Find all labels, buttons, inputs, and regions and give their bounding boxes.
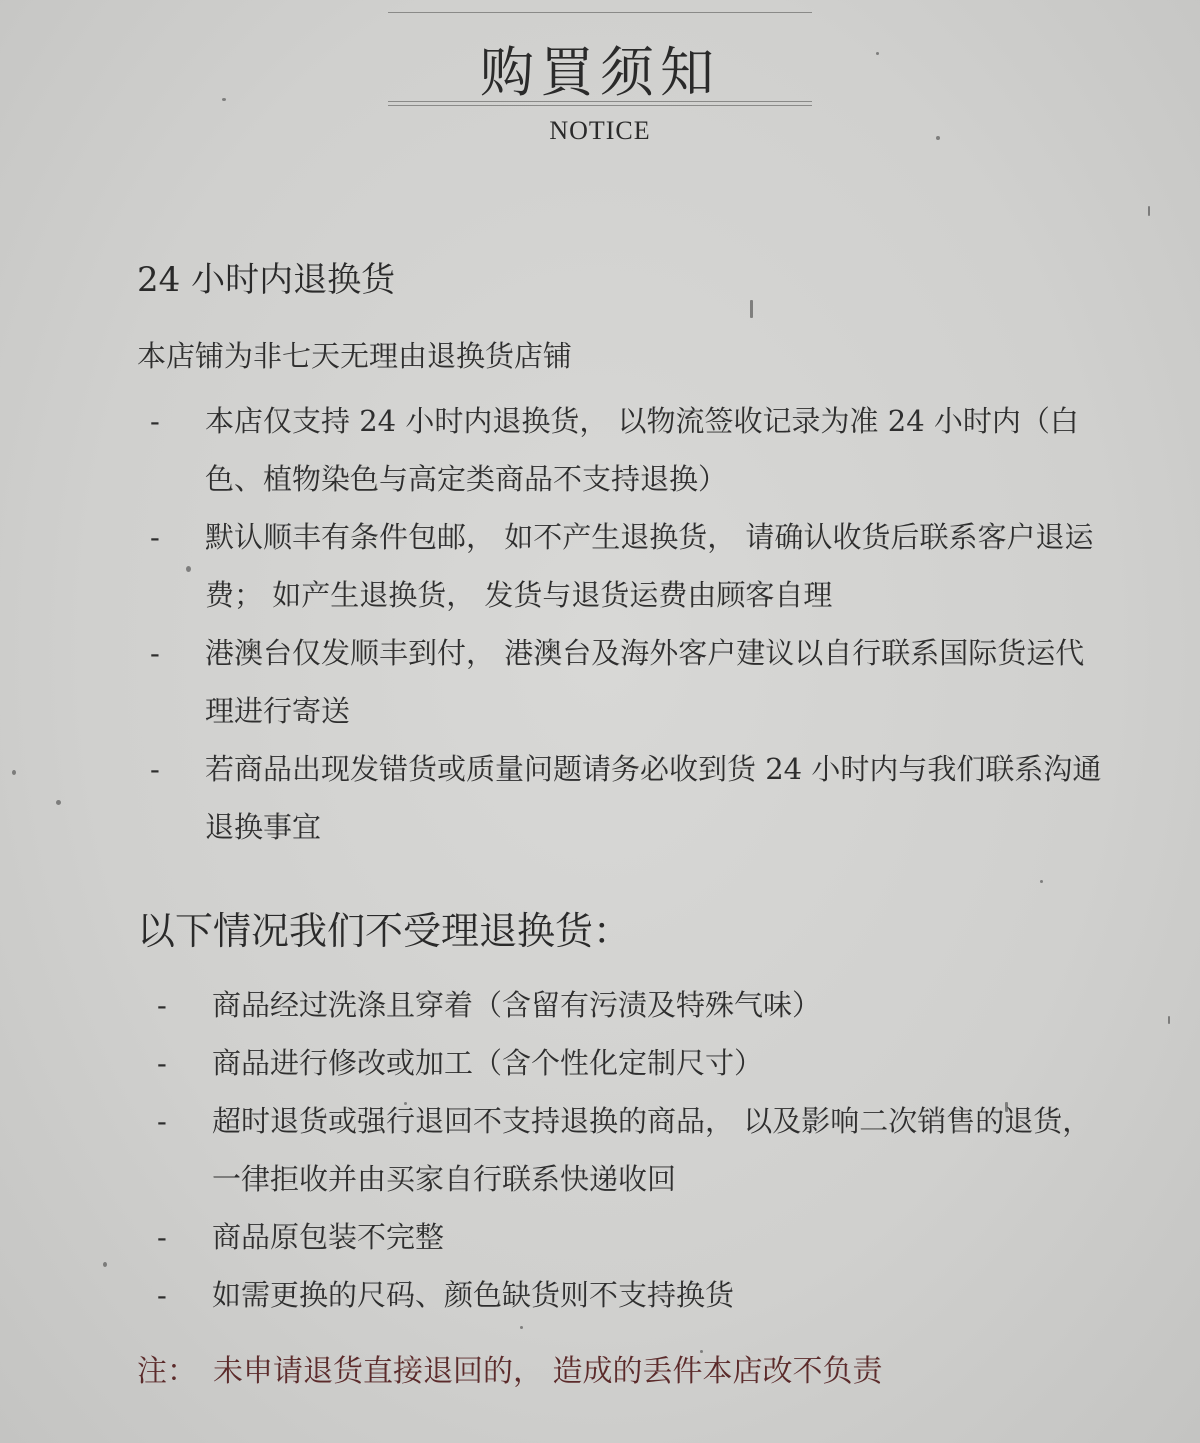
- section1-intro: 本店铺为非七天无理由退换货店铺: [137, 339, 573, 373]
- list-item: [150, 740, 1110, 856]
- list-item-text: 商品进行修改或加工（含个性化定制尺寸）: [212, 1046, 764, 1080]
- list-item-text: 超时退货或强行退回不支持退换的商品， 以及影响二次销售的退货， 一律拒收并由买家自行联系快递收回: [212, 1104, 1092, 1196]
- section2-list: [157, 976, 1117, 1324]
- dash-bullet: -: [157, 1278, 167, 1312]
- list-item-text: 港澳台仅发顺丰到付， 港澳台及海外客户建议以自行联系国际货运代理进行寄送: [205, 636, 1085, 728]
- list-item-text: 本店仅支持 24 小时内退换货， 以物流签收记录为准 24 小时内（白色、植物染色与高定类商品不支持退换）: [205, 404, 1079, 496]
- list-item: [157, 1208, 1117, 1266]
- note-text: 未申请退货直接退回的， 造成的丢件本店改不负责: [213, 1354, 883, 1389]
- list-item: [157, 1034, 1117, 1092]
- list-item: [150, 508, 1110, 624]
- section1-list: [150, 392, 1110, 856]
- section1-title: 24 小时内退换货: [137, 260, 396, 300]
- page-subtitle: NOTICE: [549, 116, 651, 145]
- list-item-text: 商品经过洗涤且穿着（含留有污渍及特殊气味）: [212, 988, 822, 1022]
- list-item-text: 如需更换的尺码、颜色缺货则不支持换货: [212, 1278, 735, 1312]
- dash-bullet: -: [150, 752, 160, 786]
- dash-bullet: -: [150, 636, 160, 670]
- list-item: [157, 1266, 1117, 1324]
- header-top-rule: [388, 12, 812, 13]
- list-item: [150, 392, 1110, 508]
- dash-bullet: -: [157, 1104, 167, 1138]
- dash-bullet: -: [150, 520, 160, 554]
- list-item: [157, 1092, 1117, 1208]
- note-label: 注：: [137, 1354, 197, 1389]
- section2-title: 以下情况我们不受理退换货：: [137, 909, 632, 953]
- list-item-text: 默认顺丰有条件包邮， 如不产生退换货， 请确认收货后联系客户退运费； 如产生退换货， 发货与退货运费由顾客自理: [205, 520, 1094, 612]
- list-item-text: 若商品出现发错货或质量问题请务必收到货 24 小时内与我们联系沟通退换事宜: [205, 752, 1102, 844]
- list-item: [157, 976, 1117, 1034]
- dash-bullet: -: [150, 404, 160, 438]
- list-item-text: 商品原包装不完整: [212, 1220, 445, 1254]
- dash-bullet: -: [157, 1046, 167, 1080]
- page-title: 购買须知: [480, 41, 720, 104]
- dash-bullet: -: [157, 988, 167, 1022]
- footer-note: [137, 1346, 883, 1390]
- header-bottom-rule: [388, 101, 812, 102]
- list-item: [150, 624, 1110, 740]
- dash-bullet: -: [157, 1220, 167, 1254]
